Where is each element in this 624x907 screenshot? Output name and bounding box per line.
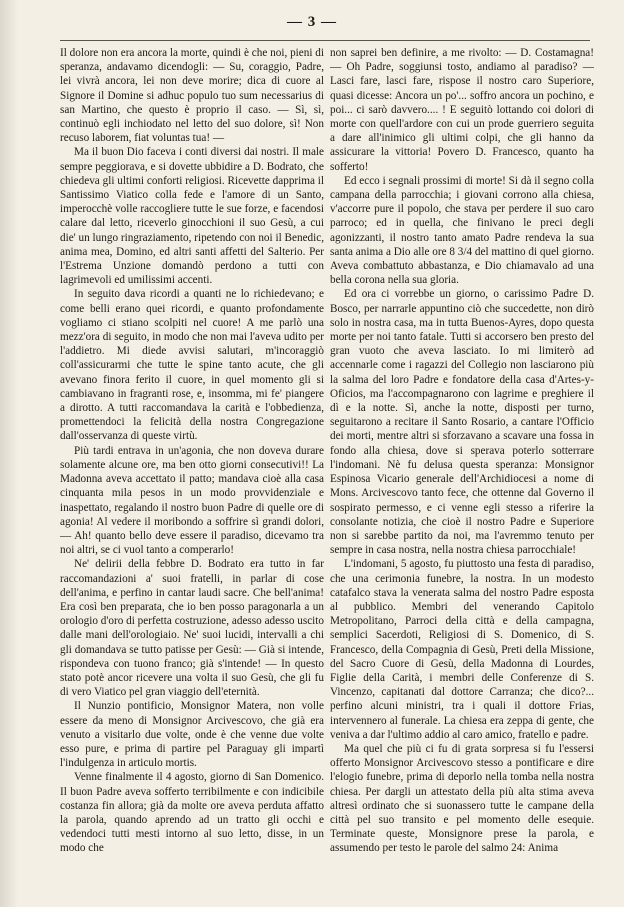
paragraph: Ne' delirii della febbre D. Bodrato era tutto in far raccomandazioni a' suoi fratelli, in parlar di cose dell'anima, e perfino in cantar laudi sacre. Che bell'anima! Era così ben preparata, che io ben posso paragonarla a un orologio d'oro di perfetta costruzione, adesso adesso uscito dalle mani dell'orologiaio. Ne' suoi lucidi, intervalli a chi gli domandava se tutto patisse per Gesù: — Già si intende, rispondeva con tuono franco; già s'intende! — In questo stato potè ancor ricevere una volta il suo Gesù, che gli fu di vero Viatico pel gran viaggio dell'eternità. <box>60 558 324 699</box>
page-number: — 3 — <box>287 14 337 30</box>
paragraph: Venne finalmente il 4 agosto, giorno di San Domenico. Il buon Padre aveva sofferto terribilmente e con indicibile costanza fin allora; già da molte ore aveva perduta affatto la parola, quando aprendo ad un tratto gli occhi e vedendoci tutti mesti intorno al suo letto, disse, in un modo che <box>60 771 324 855</box>
paragraph: Ma quel che più ci fu di grata sorpresa si fu l'essersi offerto Monsignor Arcivescovo stesso a pontificare e dire l'elogio funebre, prima di deporlo nella tomba nella nostra chiesa. Per dargli un attestato della più alta stima aveva altresì ordinato che si suonassero tutte le campane della città pel suo transito e pel momento delle esequie. Terminate queste, Monsignore prese la parola, e assumendo per testo le parole del salmo 24: Anima <box>330 742 594 855</box>
paragraph: In seguito dava ricordi a quanti ne lo richiedevano; e come belli erano quei ricordi, e quanto profondamente vogliamo ci stiano scolpiti nel cuore! A me parlò una mezz'ora di seguito, in modo che non mai l'aveva udito per l'addietro. Mi diede avvisi salutari, m'incoraggiò coll'assicurarmi che tutte le spine tanto acute, che gli avevano finora ferito il cuore, in quel momento gli si cambiavano in fragranti rose, e, insomma, mi fe' piangere a dirotto. A tutti raccomandava la carità e l'obbedienza, promettendoci la felicità della nostra Congregazione dall'osservanza di queste virtù. <box>60 288 324 443</box>
header-rule <box>60 40 590 41</box>
paragraph: Ma il buon Dio faceva i conti diversi dai nostri. Il male sempre peggiorava, e si dovette ubbidire a D. Bodrato, che chiedeva gli ultimi conforti religiosi. Ricevette dapprima il Santissimo Viatico colla fede e l'amore di un Santo, imperocchè volle raccogliere tutte le sue forze, e facendosi calare dal letto, riceverlo ginocchioni il suo Gesù, a cui die' un lungo ringraziamento, ripetendo con noi il Benedic, anima mea, Domino, ed altri santi affetti del Salterio. Per l'Estrema Unzione domandò perdono a tutti con lagrimevoli ed umilissimi accenti. <box>60 146 324 287</box>
paragraph: Più tardi entrava in un'agonia, che non doveva durare solamente alcune ore, ma ben otto giorni consecutivi!! La Madonna aveva accettato il patto; mandava cioè alla casa cinquanta mila pesos in un modo provvidenziale e inaspettato, regalando il nostro buon Padre di quelle ore di agonia! Al vedere il moribondo a soffrire sì grandi dolori, — Ah! quanto bello deve essere il paradiso, dicevamo tra noi altri, se ci vuol tanto a comperarlo! <box>60 444 324 557</box>
paragraph: Ed ora ci vorrebbe un giorno, o carissimo Padre D. Bosco, per narrarle appuntino ciò che succedette, non dirò solo in nostra casa, ma in tutta Buenos-Ayres, dopo questa morte per noi tanto fatale. Tutti si accorsero ben presto del gran vuoto che aveva lasciato. Io mi limiterò ad accennarle come i ragazzi del Collegio non lasciarono più la salma del loro Padre e fondatore della casa d'Artes-y-Oficios, ma l'accompagnarono con lagrime e preghiere il dì e la notte. Sì, anche la notte, disposti per turno, seguitarono a recitare il Santo Rosario, a cantare l'Officio dei morti, mentre altri si sforzavano a scavare una fossa in fondo alla chiesa, dove si sperava poterlo sotterrare l'indomani. Nè fu delusa questa speranza: Monsignor Espinosa Vicario generale dell'Archidiocesi a nome di Mons. Arcivescovo tanto fece, che ottenne dal Governo il sospirato permesso, e ci venne egli stesso a riferire la consolante notizia, che cioè il nostro Padre e Superiore non si sarebbe partito da noi, ma l'avremmo tenuto per sempre in casa nostra, nella nostra chiesa parrocchiale! <box>330 288 594 557</box>
paragraph: Il dolore non era ancora la morte, quindi è che noi, pieni di speranza, andavamo dicendogli: — Su, coraggio, Padre, lei vivrà ancora, lei non deve morire; dica di cuore al Signore il Domine si adhuc populo tuo sum necessarius di san Martino, che questo è proprio il caso. — Sì, sì, continuò egli inchiodato nel letto del suo dolore, sì! Non recuso laborem, fiat voluntas tua! — <box>60 47 324 145</box>
paragraph: non saprei ben definire, a me rivolto: — D. Costamagna! — Oh Padre, soggiunsi tosto, andiamo al paradiso? — Lasci fare, lasci fare, rispose il nostro caro Superiore, quasi dicesse: Ancora un po'... soffro ancora un pochino, e poi... ci sarò davvero.... ! E seguitò lottando coi dolori di morte con quell'ardore con cui un prode guerriero seguita a dare all'inimico gli ultimi colpi, che gli hanno da assicurare la vittoria! Povero D. Francesco, quanto ha sofferto! <box>330 47 594 173</box>
paragraph: Il Nunzio pontificio, Monsignor Matera, non volle essere da meno di Monsignor Arcivescovo, che già era venuto a visitarlo due volte, onde è che venne due volte esso pure, e prima di partire pel Paraguay gli impartì l'indulgenza in articulo mortis. <box>60 700 324 770</box>
paragraph: L'indomani, 5 agosto, fu piuttosto una festa di paradiso, che una cerimonia funebre, la nostra. In un modesto catafalco stava la venerata salma del nostro Padre esposta al pubblico. Membri del venerando Capitolo Metropolitano, Parroci della città e della campagna, semplici Sacerdoti, Religiosi di S. Domenico, di S. Francesco, della Compagnia di Gesù, Preti della Missione, del Sacro Cuore di Gesù, della Madonna di Lourdes, Figlie della Carità, i membri delle Conferenze di S. Vincenzo, capitanati dal dottore Carranza; che dico?... perfino alcuni ministri, tra i quali il dottore Frias, intervennero al funerale. La chiesa era zeppa di gente, che veniva a dar l'ultimo addio al caro amico, fratello e padre. <box>330 558 594 741</box>
right-column <box>330 46 594 856</box>
page-fold-shadow <box>0 0 18 907</box>
paragraph: Ed ecco i segnali prossimi di morte! Si dà il segno colla campana della parrocchia; i giovani corrono alla chiesa, v'accorre pure il popolo, che stava per perdere il suo caro parroco; ed in quella, che finivano le preci degli agonizzanti, il nostro tanto amato Padre rendeva la sua santa anima a Dio alle ore 8 3/4 del mattino di quel giorno. Aveva combattuto abbastanza, e Dio chiamavalo ad una bella corona nella sua gloria. <box>330 174 594 287</box>
left-column <box>60 46 324 856</box>
